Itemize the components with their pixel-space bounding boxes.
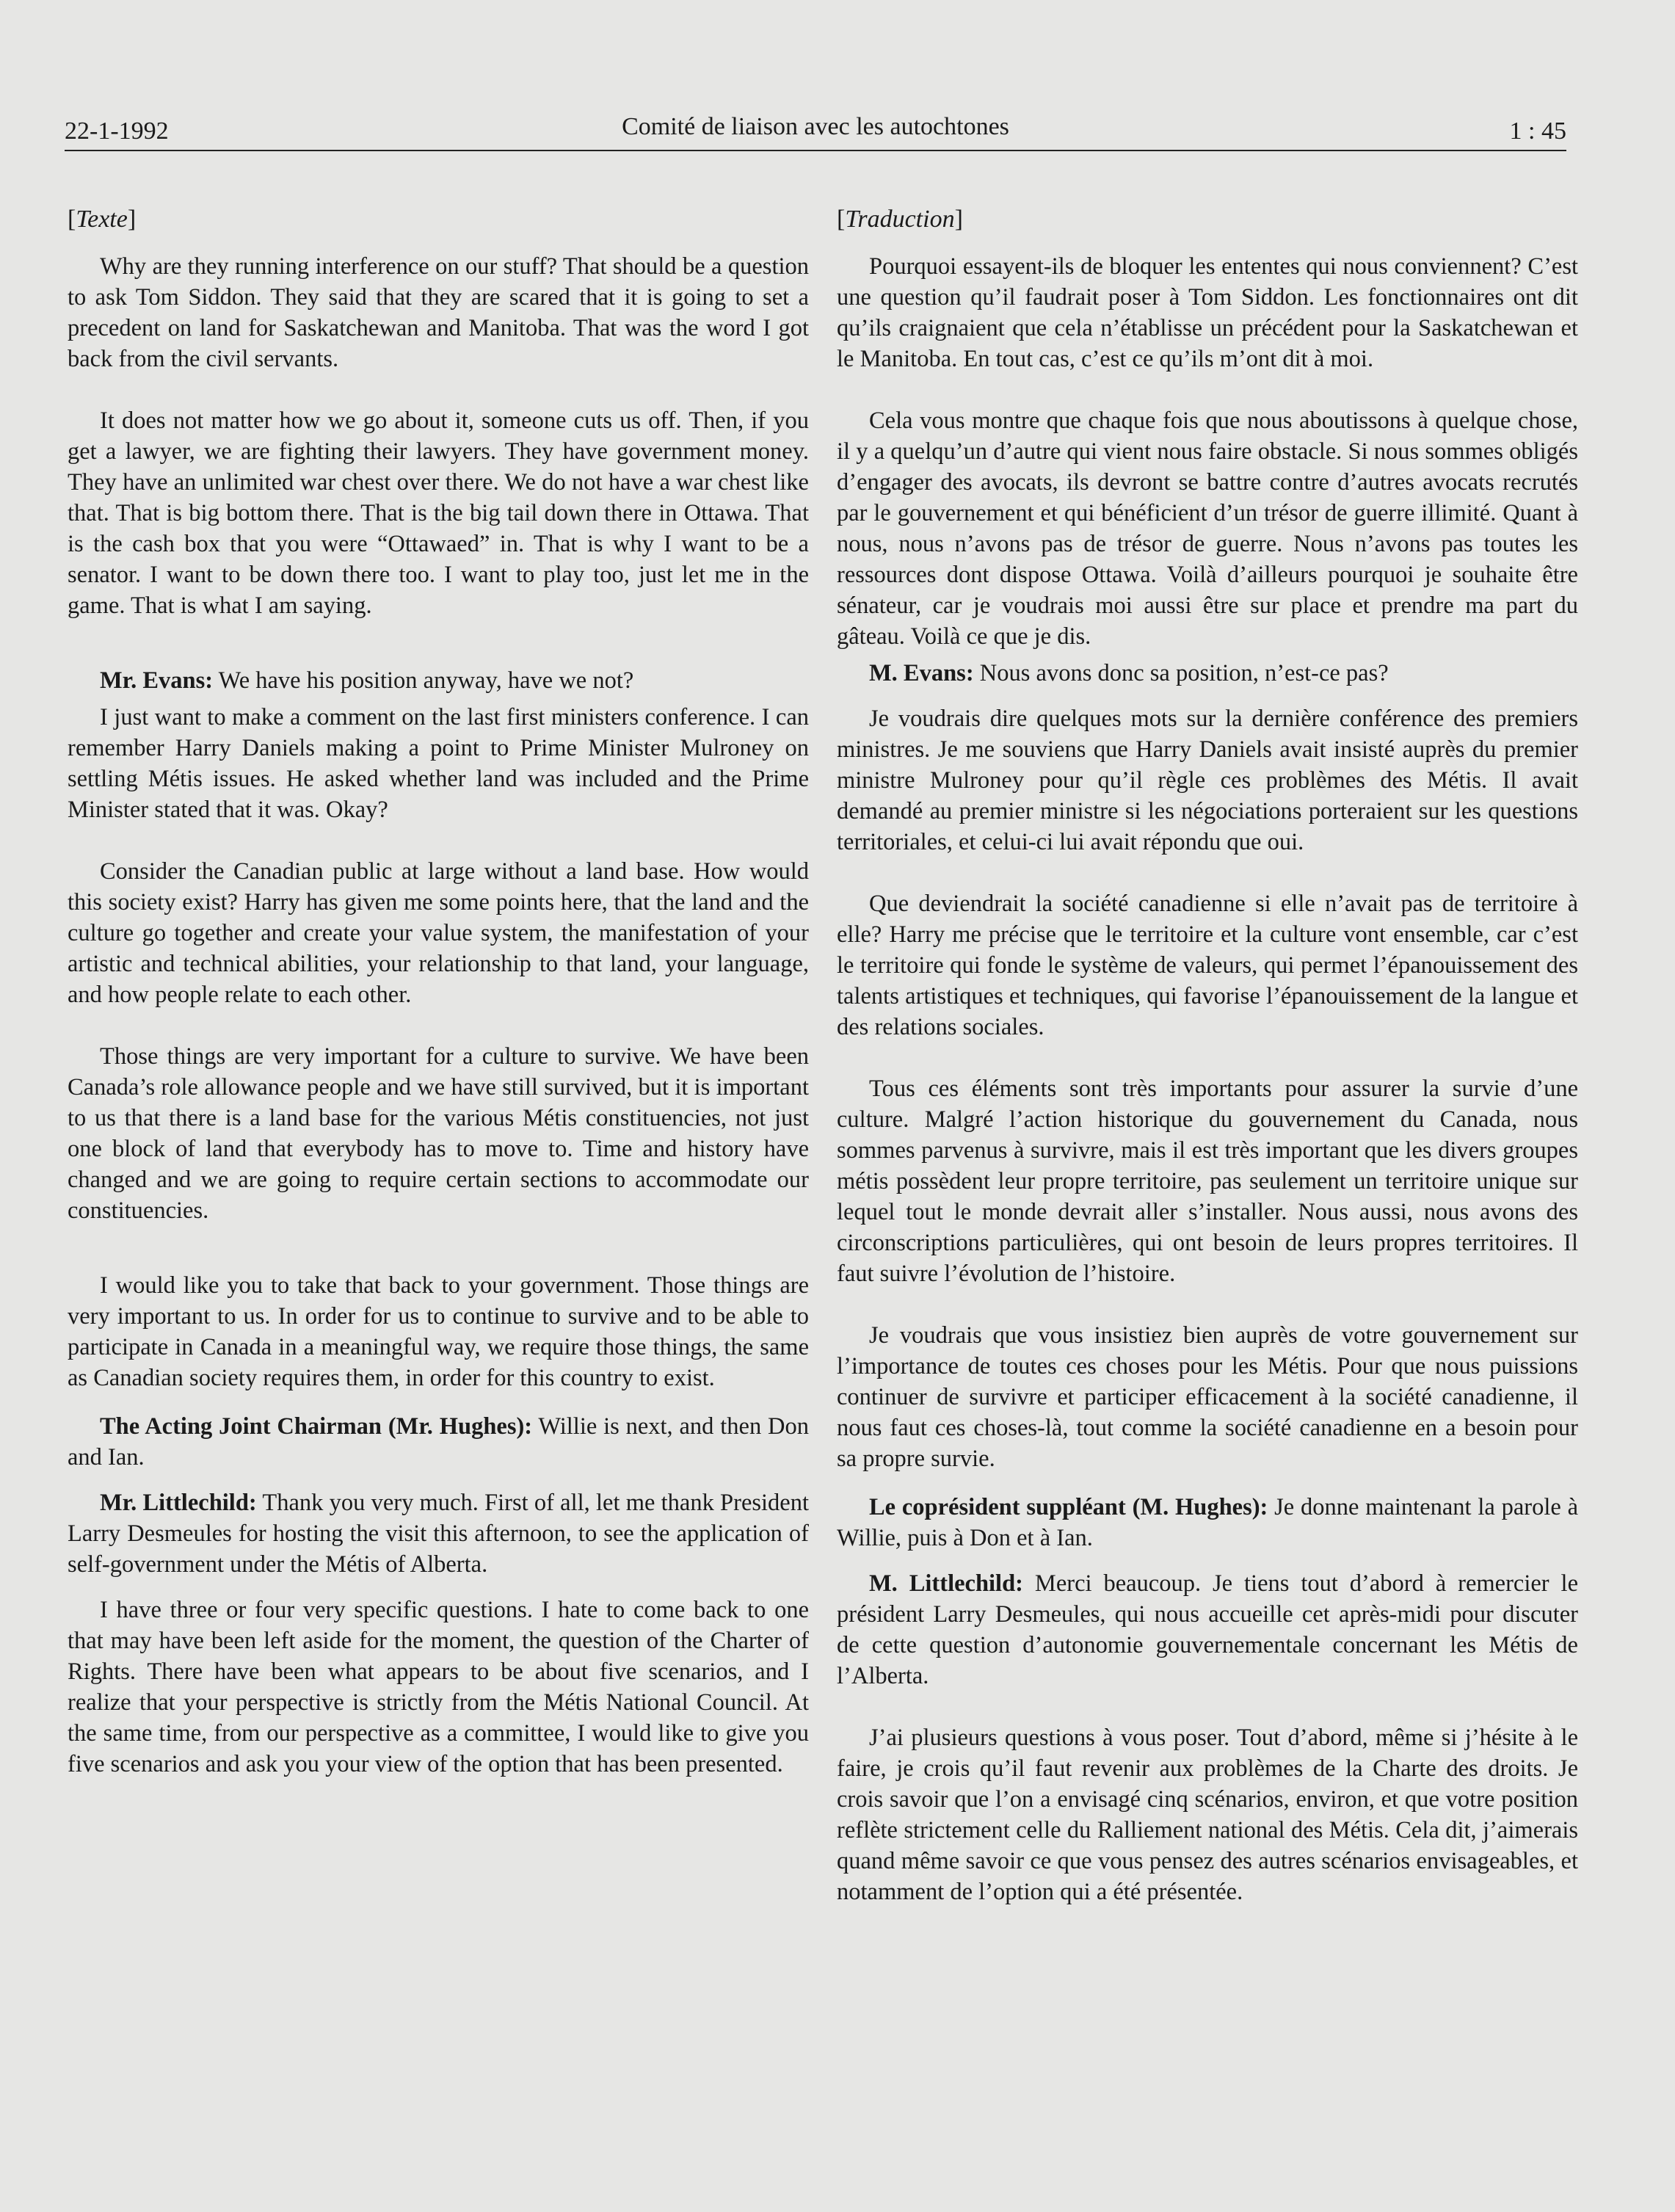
speaker-name: M. Evans: [869,660,974,686]
paragraph: Mr. Littlechild: Thank you very much. First of all, let me thank President Larry Desmeules for hosting the visit this afternoon, to see the application of self-government under the Métis of Alberta. [68,1490,809,1578]
paragraph: M. Littlechild: Merci beaucoup. Je tiens tout d’abord à remercier le président Larry Desmeules, qui nous accueille cet après-midi pour discuter de cette question d’autonomie gouvernementale concernant les Métis de l’Alberta. [837,1570,1578,1689]
speaker-name: The Acting Joint Chairman (Mr. Hughes): [100,1413,533,1440]
header-date: 22-1-1992 [65,117,169,145]
paragraph: I just want to make a comment on the last first ministers conference. I can remember Harry Daniels making a point to Prime Minister Mulroney on settling Métis issues. He asked whether land was included and the Prime Minister stated that it was. Okay? [68,704,809,823]
speaker-name: M. Littlechild: [869,1570,1023,1597]
paragraph: Mr. Evans: We have his position anyway, have we not? [100,667,634,694]
french-column [837,206,1578,1938]
section-tag-left: [Texte] [68,206,137,233]
speaker-name: Le coprésident suppléant (M. Hughes): [869,1494,1268,1520]
paragraph: Que deviendrait la société canadienne si elle n’avait pas de territoire à elle? Harry me précise que le territoire et la culture vont ensemble, car c’est le territoire qui fonde le système de valeurs, qui permet l’épanouissement des talents artistiques et techniques, qui favorise l’épanouissement de la langue et des relations sociales. [837,891,1578,1040]
paragraph: Je voudrais que vous insistiez bien auprès de votre gouvernement sur l’importance de toutes ces choses pour les Métis. Pour que nous puissions continuer de survivre et participer efficacement à la société canadienne, il nous faut ces choses-là, tout comme la société canadienne en a besoin pour sa propre survie. [837,1322,1578,1472]
paragraph: I have three or four very specific questions. I hate to come back to one that may have been left aside for the moment, the question of the Charter of Rights. There have been what appears to be about five scenarios, and I realize that your perspective is strictly from the Métis National Council. At the same time, from our perspective as a committee, I would like to give you five scenarios and ask you your view of the option that has been presented. [68,1597,809,1777]
header-title: Comité de liaison avec les autochtones [622,113,1009,140]
paragraph: I would like you to take that back to your government. Those things are very important to us. In order for us to continue to survive and to be able to participate in Canada in a meaningful way, we require those things, the same as Canadian society requires them, in order for this country to exist. [68,1272,809,1391]
paragraph: M. Evans: Nous avons donc sa position, n’est-ce pas? [869,660,1389,686]
paragraph: Tous ces éléments sont très importants pour assurer la survie d’une culture. Malgré l’action historique du gouvernement du Canada, nous sommes parvenus à survivre, mais il est très important que les divers groupes métis possèdent leur propre territoire, pas seulement un territoire unique sur lequel tout le monde devrait aller s’installer. Nous aussi, nous avons des circonscriptions particulières, qui ont besoin de leurs propres territoires. Il faut suivre l’évolution de l’histoire. [837,1076,1578,1287]
speaker-name: Mr. Littlechild: [100,1490,257,1516]
paragraph: Je voudrais dire quelques mots sur la dernière conférence des premiers ministres. Je me souviens que Harry Daniels avait insisté auprès du premier ministre Mulroney pour qu’il règle ces problèmes des Métis. Il avait demandé au premier ministre si les négociations porteraient sur les questions territoriales, et celui-ci lui avait répondu que oui. [837,706,1578,855]
page-header [65,109,1566,151]
paragraph: The Acting Joint Chairman (Mr. Hughes): Willie is next, and then Don and Ian. [68,1413,810,1471]
speaker-name: Mr. Evans: [100,667,214,694]
paragraph: It does not matter how we go about it, someone cuts us off. Then, if you get a lawyer, we are fighting their lawyers. They have government money. They have an unlimited war chest over there. We do not have a war chest like that. That is big bottom there. That is the big tail down there in Ottawa. That is the cash box that you were “Ottawaed” in. That is why I want to be a senator. I want to be down there too. I want to play too, just let me in the game. That is what I am saying. [68,407,809,619]
paragraph: Le coprésident suppléant (M. Hughes): Je donne maintenant la parole à Willie, puis à Don et à Ian. [837,1494,1578,1551]
paragraph: Pourquoi essayent-ils de bloquer les ententes qui nous conviennent? C’est une question qu’il faudrait poser à Tom Siddon. Les fonctionnaires ont dit qu’ils craignaient que cela n’établisse un précédent pour la Saskatchewan et le Manitoba. En tout cas, c’est ce qu’ils m’ont dit à moi. [837,253,1578,372]
paragraph: Those things are very important for a culture to survive. We have been Canada’s role allowance people and we have still survived, but it is important to us that there is a land base for the various Métis constituencies, not just one block of land that everybody has to move to. Time and history have changed and we are going to require certain sections to accommodate our constituencies. [68,1043,809,1224]
paragraph: Cela vous montre que chaque fois que nous aboutissons à quelque chose, il y a quelqu’un d’autre qui vient nous faire obstacle. Si nous sommes obligés d’engager des avocats, ils devront se battre contre d’autres avocats recrutés par le gouvernement et qui bénéficient d’un trésor de guerre illimité. Quant à nous, nous n’avons pas de trésor de guerre. Nous n’avons pas toutes les ressources dont dispose Ottawa. Voilà d’ailleurs pourquoi je souhaite être sénateur, car je voudrais moi aussi être sur place et prendre ma part du gâteau. Voilà ce que je dis. [837,407,1578,650]
section-tag-right: [Traduction] [837,206,963,233]
paragraph: Why are they running interference on our stuff? That should be a question to ask Tom Siddon. They said that they are scared that it is going to set a precedent on land for Saskatchewan and Manitoba. That was the word I got back from the civil servants. [68,253,809,372]
header-page-number: 1 : 45 [1509,117,1566,145]
paragraph: Consider the Canadian public at large without a land base. How would this society exist? Harry has given me some points here, that the land and the culture go together and create your value system, the manifestation of your artistic and technical abilities, your relationship to that land, your language, and how people relate to each other. [68,858,809,1008]
english-column [68,206,809,1810]
paragraph: J’ai plusieurs questions à vous poser. Tout d’abord, même si j’hésite à le faire, je crois qu’il faut revenir aux problèmes de la Charte des droits. Je crois savoir que l’on a envisagé cinq scénarios, environ, et que votre position reflète strictement celle du Ralliement national des Métis. Cela dit, j’aimerais quand même savoir ce que vous pensez des autres scénarios envisageables, et notamment de l’option qui a été présentée. [837,1725,1578,1905]
